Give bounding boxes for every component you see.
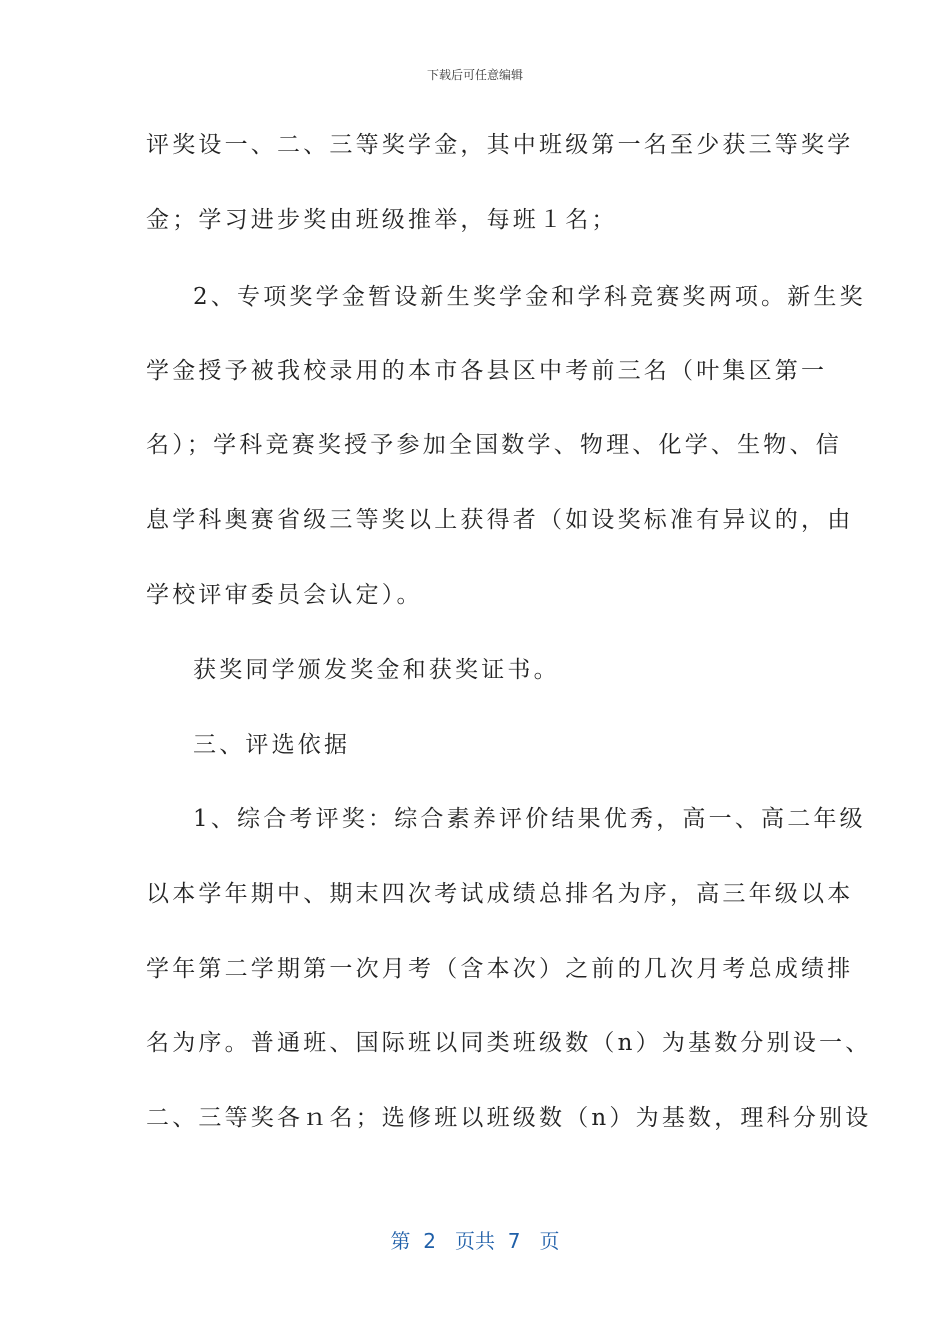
page-header: 下载后可任意编辑 xyxy=(426,68,523,82)
body-line-11: 以本学年期中、期末四次考试成绩总排名为序，高三年级以本 xyxy=(146,881,854,907)
body-line-1: 评奖设一、二、三等奖学金，其中班级第一名至少获三等奖学 xyxy=(146,132,854,158)
body-line-7: 学校评审委员会认定）。 xyxy=(146,582,423,608)
body-line-4: 学金授予被我校录用的本市各县区中考前三名（叶集区第一 xyxy=(146,358,828,384)
body-line-12: 学年第二学期第一次月考（含本次）之前的几次月考总成绩排 xyxy=(146,956,854,982)
page-number-footer: 第 2 页共 7 页 xyxy=(390,1229,560,1253)
body-line-8: 获奖同学颁发奖金和获奖证书。 xyxy=(193,657,560,683)
body-line-3: 2、专项奖学金暂设新生奖学金和学科竞赛奖两项。新生奖 xyxy=(193,284,866,310)
body-line-13: 名为序。普通班、国际班以同类班级数（n）为基数分别设一、 xyxy=(146,1030,872,1056)
body-line-5: 名）；学科竞赛奖授予参加全国数学、物理、化学、生物、信 xyxy=(146,432,842,458)
body-line-14: 二、三等奖各ｎ名；选修班以班级数（n）为基数，理科分别设 xyxy=(146,1105,872,1131)
body-line-10: 1、综合考评奖：综合素养评价结果优秀，高一、高二年级 xyxy=(193,806,866,832)
body-line-2: 金；学习进步奖由班级推举，每班１名； xyxy=(146,207,618,233)
body-line-9: 三、评选依据 xyxy=(193,732,351,758)
body-line-6: 息学科奥赛省级三等奖以上获得者（如设奖标准有异议的，由 xyxy=(146,507,854,533)
